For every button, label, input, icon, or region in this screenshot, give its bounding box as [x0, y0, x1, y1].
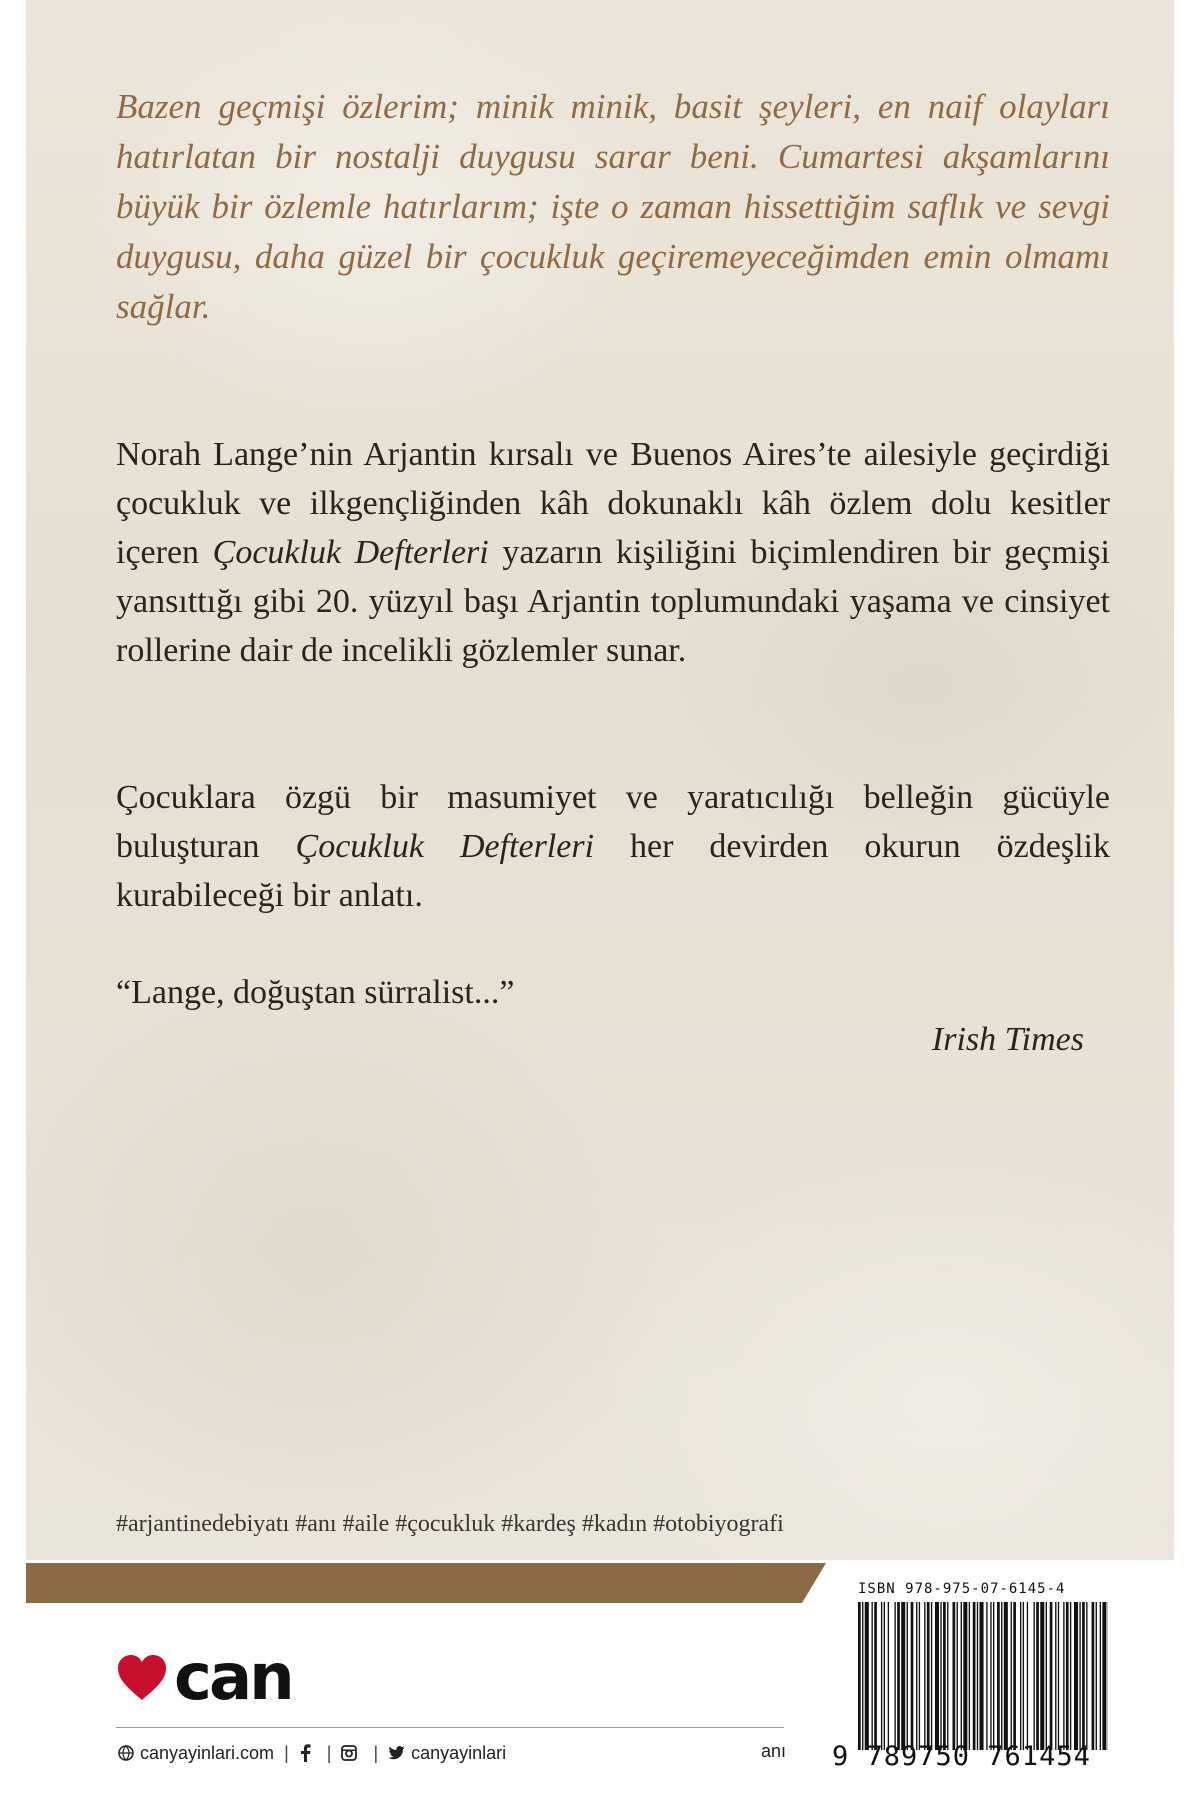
barcode-bar [1086, 1602, 1087, 1750]
description-text: her devirden okurun özdeşlik kurabileceği bir anlatı. [116, 828, 1110, 914]
barcode-bar [897, 1602, 900, 1750]
separator: | [284, 1742, 289, 1763]
barcode-bar [1096, 1602, 1097, 1750]
logo-wordmark: can [174, 1641, 292, 1715]
facebook-icon[interactable] [299, 1744, 311, 1762]
press-quote: “Lange, doğuştan sürralist...” [116, 974, 515, 1011]
barcode-bar [872, 1602, 873, 1750]
barcode-bar [888, 1602, 889, 1750]
barcode-bar [1036, 1602, 1039, 1750]
barcode-bar [907, 1602, 908, 1750]
genre-label: anı [761, 1741, 787, 1761]
description-text: yazarın kişiliğini biçimlendiren bir geçmişi yansıttığı gibi 20. yüzyıl başı Arjantin toplumundaki yaşama ve cinsiyet rollerine dair de incelikli gözlemler sunar. [116, 534, 1110, 669]
hashtags: #arjantinedebiyatı #anı #aile #çocukluk #kardeş #kadın #otobiyografi [116, 1511, 784, 1537]
barcode-bar [1004, 1602, 1008, 1750]
barcode-bar [1082, 1602, 1085, 1750]
barcode-bar [1063, 1602, 1064, 1750]
description-paragraph-1 [116, 430, 1110, 675]
barcode-bar [874, 1602, 877, 1750]
description-paragraph-2 [116, 773, 1110, 920]
barcode-bar [924, 1602, 925, 1750]
barcode-bar [916, 1602, 917, 1750]
barcode-bar [935, 1602, 939, 1750]
barcode-bar [953, 1602, 956, 1750]
barcode-bar [927, 1602, 930, 1750]
book-title: Çocukluk Defterleri [295, 828, 595, 865]
instagram-icon[interactable] [341, 1745, 357, 1761]
barcode-bar [1058, 1602, 1059, 1750]
barcode-bar [1020, 1602, 1021, 1750]
website-link[interactable]: canyayinlari.com [140, 1742, 275, 1763]
barcode-bar [943, 1602, 946, 1750]
barcode-bar [858, 1602, 861, 1750]
barcode-bar [862, 1602, 863, 1750]
barcode-bar [1050, 1602, 1053, 1750]
barcode-bar [1070, 1602, 1071, 1750]
barcode-bar [1013, 1602, 1016, 1750]
barcode-bar [901, 1602, 905, 1750]
barcode-bar [931, 1602, 932, 1750]
barcode-bar [963, 1602, 967, 1750]
separator: | [373, 1742, 379, 1763]
barcode-bar [957, 1602, 958, 1750]
barcode-bar [940, 1602, 941, 1750]
separator: | [326, 1742, 332, 1763]
barcode-bar [1040, 1602, 1044, 1750]
barcode-bar [947, 1602, 948, 1750]
barcode-bar [969, 1602, 970, 1750]
press-source: Irish Times [931, 1021, 1084, 1058]
barcode-bar [1027, 1602, 1028, 1750]
barcode-bar [1055, 1602, 1056, 1750]
barcode-bar [1034, 1602, 1035, 1750]
barcode-bar [911, 1602, 914, 1750]
barcode-bar [1100, 1602, 1101, 1750]
book-back-cover [26, 0, 1174, 1800]
social-handle[interactable]: canyayinlari [411, 1742, 507, 1763]
barcode-bar [973, 1602, 976, 1750]
barcode-bar [1074, 1602, 1078, 1750]
barcode-bar [894, 1602, 895, 1750]
barcode-bar [1023, 1602, 1024, 1750]
twitter-icon[interactable] [388, 1746, 405, 1760]
isbn-label: ISBN 978-975-07-6145-4 [858, 1581, 1066, 1597]
barcode-bar [993, 1602, 994, 1750]
barcode-digits: 9 789750 761454 [832, 1741, 1091, 1772]
description-text: Norah Lange’nin Arjantin kırsalı ve Buenos Aires’te ailesiyle geçirdiği çocukluk ve ilkgençliğinden kâh dokunaklı kâh özlem dolu kesitler içeren [116, 436, 1110, 571]
barcode [858, 1602, 1108, 1750]
barcode-bar [881, 1602, 882, 1750]
publisher-links [118, 1740, 798, 1766]
barcode-bar [1066, 1602, 1069, 1750]
barcode-bar [977, 1602, 978, 1750]
epigraph-quote: Bazen geçmişi özlerim; minik minik, basit şeyleri, en naif olayları hatırlatan bir nostalji duygusu sarar beni. Cumartesi akşamlarını büyük bir özlemle hatırlarım; işte o zaman hissettiğim saflık ve sevgi duygusu, daha güzel bir çocukluk geçiremeyeceğimden emin olmamı sağlar. [116, 87, 1110, 326]
barcode-bar [919, 1602, 920, 1750]
barcode-bar [986, 1602, 987, 1750]
barcode-bar [1046, 1602, 1047, 1750]
barcode-bar [884, 1602, 885, 1750]
book-title: Çocukluk Defterleri [212, 534, 489, 571]
publisher-logo [116, 1641, 292, 1715]
barcode-bar [961, 1602, 962, 1750]
heart-icon [116, 1654, 168, 1702]
barcode-bar [1092, 1602, 1095, 1750]
barcode-bar [1079, 1602, 1080, 1750]
brown-band [26, 1563, 826, 1603]
barcode-bar [997, 1602, 1000, 1750]
description-text: Çocuklara özgü bir masumiyet ve yaratıcılığı belleğin gücüyle buluşturan [116, 779, 1110, 865]
footer-divider [116, 1727, 784, 1728]
barcode-bar [1102, 1602, 1106, 1750]
barcode-bar [990, 1602, 991, 1750]
barcode-bar [865, 1602, 869, 1750]
globe-icon [118, 1745, 134, 1761]
barcode-bar [1011, 1602, 1012, 1750]
barcode-bar [980, 1602, 984, 1750]
barcode-bar [1001, 1602, 1002, 1750]
